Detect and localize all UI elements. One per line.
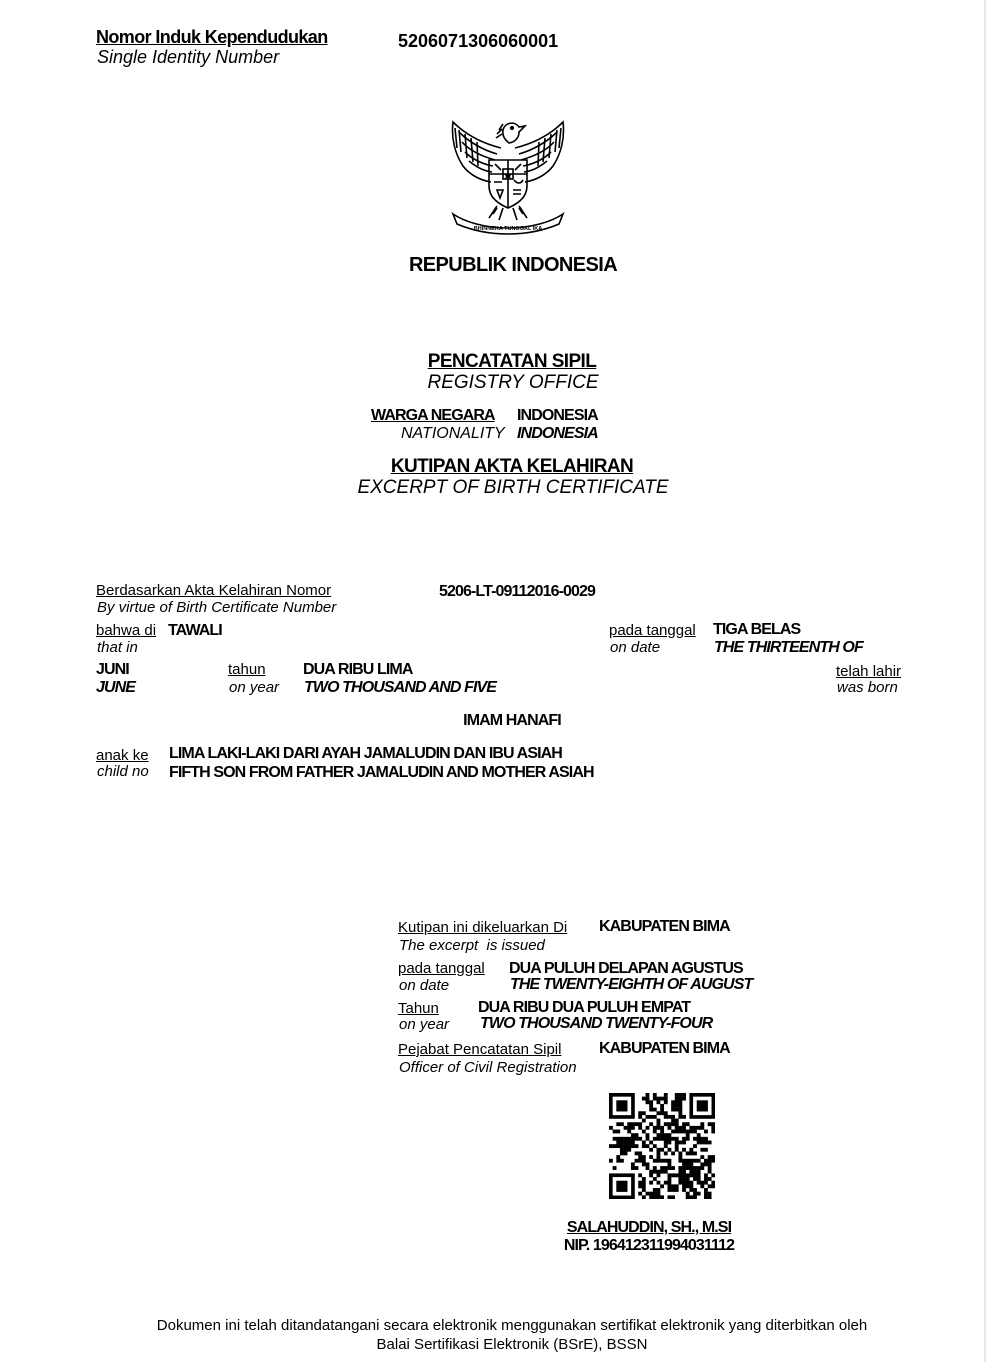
nik-label: Nomor Induk Kependudukan — [96, 27, 328, 47]
office-label: PENCATATAN SIPIL — [427, 351, 597, 372]
birth-year-value-en: TWO THOUSAND AND FIVE — [304, 679, 497, 696]
birth-month-en: JUNE — [96, 679, 136, 696]
issued-date-value-en: THE TWENTY-EIGHTH OF AUGUST — [510, 976, 753, 993]
nik-label-en: Single Identity Number — [97, 47, 280, 67]
signatory-nip: NIP. 196412311994031112 — [563, 1237, 735, 1254]
issued-place-label-en: The excerpt is issued — [399, 937, 545, 954]
child-no-value: LIMA LAKI-LAKI DARI AYAH JAMALUDIN DAN IBU ASIAH — [169, 745, 562, 762]
country-title: REPUBLIK INDONESIA — [408, 254, 618, 276]
issued-year-value: DUA RIBU DUA PULUH EMPAT — [478, 999, 691, 1016]
issued-date-label: pada tanggal — [398, 960, 485, 977]
born-label-en: was born — [837, 679, 898, 696]
officer-value: KABUPATEN BIMA — [599, 1040, 730, 1057]
issued-date-label-en: on date — [399, 977, 450, 994]
issued-year-value-en: TWO THOUSAND TWENTY-FOUR — [480, 1015, 713, 1032]
issued-place-value: KABUPATEN BIMA — [599, 918, 730, 935]
qr-code-icon — [609, 1093, 715, 1199]
garuda-motto: BHINNEKA TUNGGAL IKA — [473, 226, 543, 232]
cert-number-label: Berdasarkan Akta Kelahiran Nomor — [96, 582, 332, 599]
birth-date-label: pada tanggal — [609, 622, 696, 639]
nationality-label-en: NATIONALITY — [401, 425, 505, 442]
issued-year-label-en: on year — [399, 1016, 450, 1033]
footer-line-1: Dokumen ini telah ditandatangani secara elektronik menggunakan sertifikat elektronik yang diterbitkan oleh — [156, 1317, 868, 1334]
signatory-name: SALAHUDDIN, SH., M.SI — [566, 1219, 732, 1236]
born-label: telah lahir — [836, 663, 902, 680]
nationality-value: INDONESIA — [517, 407, 598, 424]
child-no-label-en: child no — [97, 763, 149, 780]
birth-day-value: TIGA BELAS — [713, 621, 801, 638]
document-title: KUTIPAN AKTA KELAHIRAN — [390, 456, 634, 477]
birth-place-label: bahwa di — [96, 622, 157, 639]
issued-year-label: Tahun — [398, 1000, 439, 1017]
officer-label: Pejabat Pencatatan Sipil — [398, 1041, 562, 1058]
cert-number-label-en: By virtue of Birth Certificate Number — [97, 599, 337, 616]
child-name: IMAM HANAFI — [463, 712, 561, 729]
birth-month: JUNI — [96, 661, 129, 678]
birth-year-label-en: on year — [229, 679, 280, 696]
child-no-value-en: FIFTH SON FROM FATHER JAMALUDIN AND MOTHER ASIAH — [169, 764, 594, 781]
nationality-label: WARGA NEGARA — [371, 407, 495, 424]
garuda-pancasila-icon — [445, 118, 571, 236]
nationality-value-en: INDONESIA — [517, 425, 598, 442]
cert-number-value: 5206-LT-09112016-0029 — [439, 583, 596, 600]
birth-year-value: DUA RIBU LIMA — [303, 661, 413, 678]
birth-year-label: tahun — [228, 661, 266, 678]
nik-value: 5206071306060001 — [398, 31, 559, 51]
birth-place-label-en: that in — [97, 639, 138, 656]
birth-date-label-en: on date — [610, 639, 661, 656]
issued-place-label: Kutipan ini dikeluarkan Di — [398, 919, 568, 936]
office-label-en: REGISTRY OFFICE — [427, 372, 599, 393]
officer-label-en: Officer of Civil Registration — [399, 1059, 577, 1076]
document-title-en: EXCERPT OF BIRTH CERTIFICATE — [357, 477, 669, 498]
birth-place-value: TAWALI — [168, 622, 222, 639]
issued-date-value: DUA PULUH DELAPAN AGUSTUS — [509, 960, 743, 977]
footer-line-2: Balai Sertifikasi Elektronik (BSrE), BSSN — [376, 1336, 648, 1353]
child-no-label: anak ke — [96, 747, 149, 764]
birth-day-value-en: THE THIRTEENTH OF — [714, 639, 863, 656]
